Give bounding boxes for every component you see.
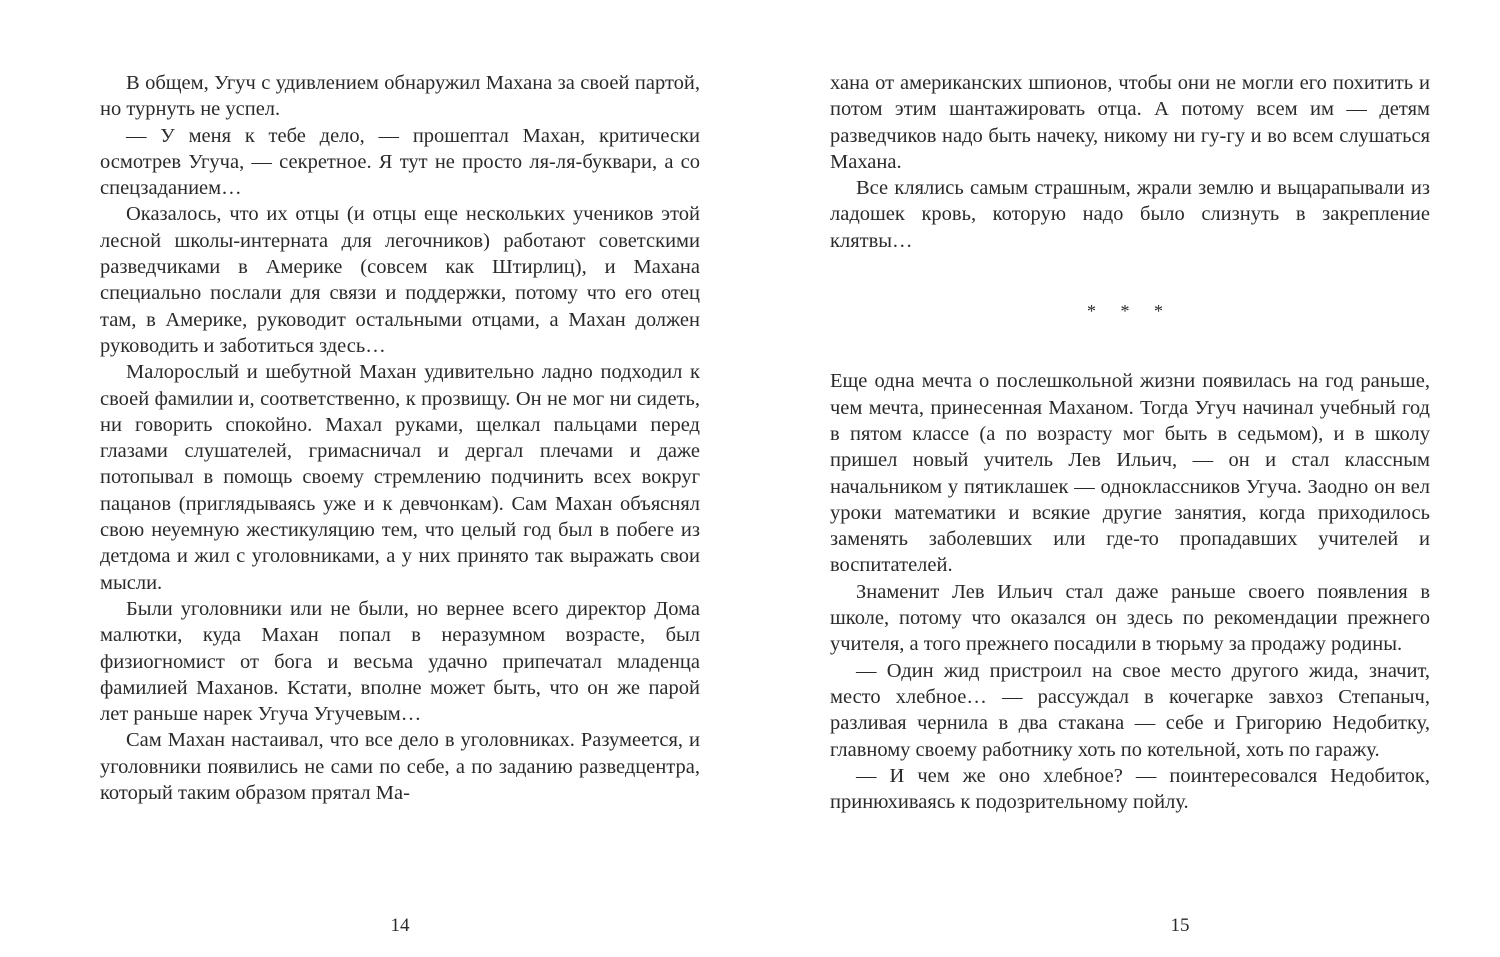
paragraph: Все клялись самым страшным, жрали землю и выцарапывали из ладошек кровь, которую надо было слизнуть в закрепление клятвы… [830,177,1430,252]
section-separator: * * * [1087,301,1173,322]
paragraph: Сам Махан настаивал, что все дело в уголовниках. Разумеется, и уголовники появились не сами по себе, а по заданию разведцентра, который таким образом прятал Ма- [100,729,700,805]
page-number: 15 [1170,915,1190,936]
paragraph: Оказалось, что их отцы (и отцы еще нескольких учеников этой лесной школы-интерната для легочников) работают советскими разведчиками в Америке (совсем как Штирлиц), и Махана специально послали для связи и поддержки, потому что его отец там, в Америке, руководит остальными отцами, а Махан должен руководить и заботиться здесь… [100,203,700,357]
paragraph: — И чем же оно хлебное? — поинтересовался Недобиток, принюхиваясь к подозрительному пойлу. [830,764,1430,814]
right-page-text [830,70,1430,815]
paragraph: Еще одна мечта о послешкольной жизни появилась на год раньше, чем мечта, принесенная Маханом. Тогда Угуч начинал учебный год в пятом классе (а по возрасту мог быть в седьмом), и в школу пришел новый учитель Лев Ильич, — он и стал классным начальником у пятиклашек — одноклассников Угуча. Заодно он вел уроки математики и всякие другие занятия, когда приходилось заменять заболевших или где-то пропадавших учителей и воспитателей. [830,370,1430,577]
page-number: 14 [390,915,410,936]
paragraph: — Один жид пристроил на свое место другого жида, значит, место хлебное… — рассуждал в кочегарке завхоз Степаныч, разливая чернила в два стакана — себе и Григорию Недобитку, главному своему работнику хоть по котельной, хоть по гаражу. [830,659,1430,761]
paragraph: — У меня к тебе дело, — прошептал Махан, критически осмотрев Угуча, — секретное. Я тут не просто ля-ля-буквари, а со спецзаданием… [100,124,700,200]
paragraph: Были уголовники или не были, но вернее всего директор Дома малютки, куда Махан попал в неразумном возрасте, был физиогномист от бога и весьма удачно припечатал младенца фамилией Маханов. Кстати, вполне может быть, что он же парой лет раньше нарек Угуча Угучевым… [100,597,700,726]
right-page [750,0,1500,957]
paragraph: В общем, Угуч с удивлением обнаружил Махана за своей партой, но турнуть не успел. [100,72,700,121]
paragraph: Знаменит Лев Ильич стал даже раньше своего появления в школе, потому что оказался он здесь по рекомендации прежнего учителя, а того прежнего посадили в тюрьму за продажу родины. [830,580,1430,656]
paragraph: хана от американских шпионов, чтобы они не могли его похитить и потом этим шантажировать отца. А потому всем им — детям разведчиков надо быть начеку, никому ни гу-гу и во всем слушаться Махана. [830,72,1430,173]
paragraph: Малорослый и шебутной Махан удивительно ладно подходил к своей фамилии и, соответственно, к прозвищу. Он не мог ни сидеть, ни говорить спокойно. Махал руками, щелкал пальцами перед глазами слушателей, гримасничал и дергал плечами и даже потопывал в помощь своему стремлению подчинить всех вокруг пацанов (приглядываясь уже и к девчонкам). Сам Махан объяснял свою неуемную жестикуляцию тем, что целый год был в побеге из детдома и жил с уголовниками, а у них принято так выражать свои мысли. [100,361,700,594]
left-page-text [100,70,700,806]
